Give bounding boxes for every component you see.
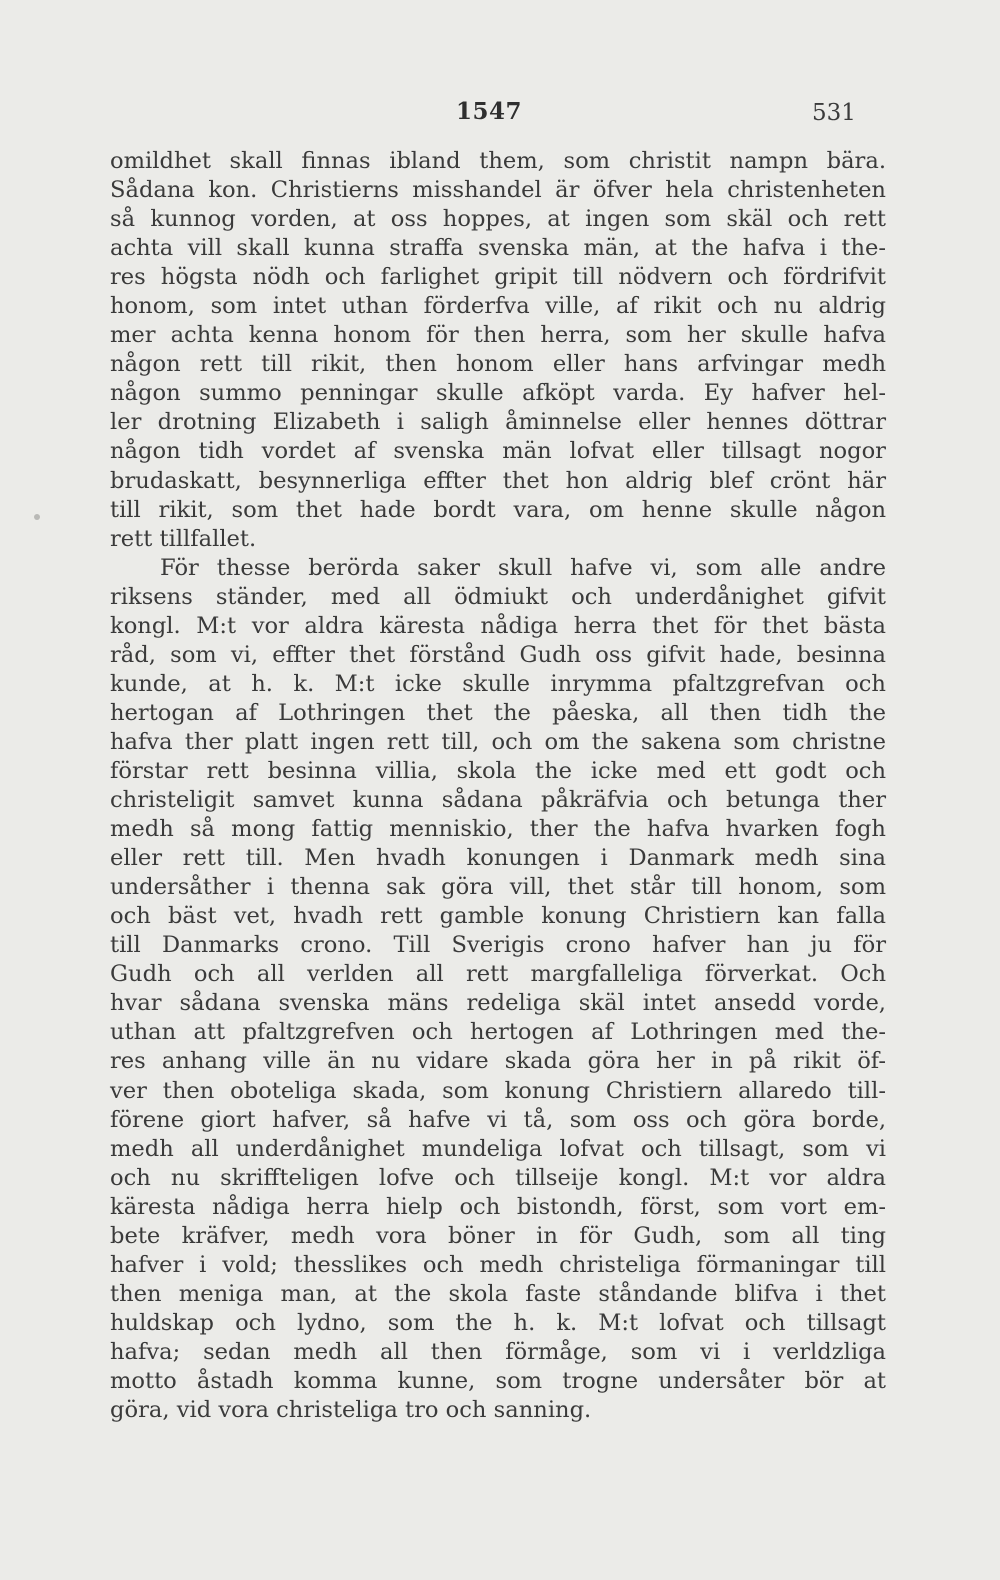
text-line: kongl. M:t vor aldra käresta nådiga herra thet för thet bästa — [110, 612, 886, 639]
text-line: huldskap och lydno, som the h. k. M:t lofvat och tillsagt — [110, 1309, 886, 1336]
text-line: någon summo penningar skulle afköpt varda. Ey hafver hel- — [110, 380, 886, 407]
text-line: then meniga man, at the skola faste ståndande blifva i thet — [110, 1280, 886, 1307]
text-line: till Danmarks crono. Till Sverigis crono hafver han ju för — [110, 932, 886, 959]
text-line: till rikit, som thet hade bordt vara, om henne skulle någon — [110, 496, 886, 523]
text-line: råd, som vi, effter thet förstånd Gudh oss gifvit hade, besinna — [110, 641, 886, 668]
text-line: hafva ther platt ingen rett till, och om the sakena som christne — [110, 728, 886, 755]
body-text — [110, 147, 886, 1425]
text-line: bete kräfver, medh vora böner in för Gudh, som all ting — [110, 1222, 886, 1249]
text-line: hvar sådana svenska mäns redeliga skäl intet ansedd vorde, — [110, 990, 886, 1017]
page-number: 531 — [812, 100, 856, 126]
text-line: brudaskatt, besynnerliga effter thet hon aldrig blef crönt här — [110, 467, 886, 494]
text-line: eller rett till. Men hvadh konungen i Danmark medh sina — [110, 845, 886, 872]
text-line: medh så mong fattig menniskio, ther the hafva hvarken fogh — [110, 816, 886, 843]
running-head-year: 1547 — [456, 98, 523, 125]
text-line: res anhang ville än nu vidare skada göra her in på rikit öf- — [110, 1048, 886, 1075]
text-line: res högsta nödh och farlighet gripit till nödvern och fördrifvit — [110, 264, 886, 291]
text-line: hertogan af Lothringen thet the påeska, all then tidh the — [110, 699, 886, 726]
text-line: ler drotning Elizabeth i saligh åminnelse eller hennes döttrar — [110, 409, 886, 436]
text-line: motto åstadh komma kunne, som trogne undersåter bör at — [110, 1367, 886, 1394]
text-line: så kunnog vorden, at oss hoppes, at ingen som skäl och rett — [110, 206, 886, 233]
text-line: och nu skriffteligen lofve och tillseije kongl. M:t vor aldra — [110, 1164, 886, 1191]
text-line: achta vill skall kunna straffa svenska män, at the hafva i the- — [110, 235, 886, 262]
paragraph-start-line: För thesse berörda saker skull hafve vi, som alle andre — [160, 554, 886, 581]
text-line: uthan att pfaltzgrefven och hertogen af Lothringen med the- — [110, 1019, 886, 1046]
text-line: kunde, at h. k. M:t icke skulle inrymma pfaltzgrefvan och — [110, 670, 886, 697]
text-line: göra, vid vora christeliga tro och sanning. — [110, 1397, 592, 1424]
text-line: honom, som intet uthan förderfva ville, af rikit och nu aldrig — [110, 293, 886, 320]
text-line: hafver i vold; thesslikes och medh christeliga förmaningar till — [110, 1251, 886, 1278]
text-line: någon rett till rikit, then honom eller hans arfvingar medh — [110, 351, 886, 378]
text-line: medh all underdånighet mundeliga lofvat och tillsagt, som vi — [110, 1135, 886, 1162]
text-line: Sådana kon. Christierns misshandel är öfver hela christenheten — [110, 177, 886, 204]
text-line: ver then oboteliga skada, som konung Christiern allaredo till- — [110, 1077, 886, 1104]
text-line: undersåther i thenna sak göra vill, thet står till honom, som — [110, 874, 886, 901]
text-line: förstar rett besinna villia, skola the icke med ett godt och — [110, 757, 886, 784]
page-header — [0, 98, 1000, 138]
text-line: Gudh och all verlden all rett margfalleliga förverkat. Och — [110, 961, 886, 988]
text-line: käresta nådiga herra hielp och bistondh, först, som vort em- — [110, 1193, 886, 1220]
text-line: riksens ständer, med all ödmiukt och underdånighet gifvit — [110, 583, 886, 610]
text-line: någon tidh vordet af svenska män lofvat eller tillsagt nogor — [110, 438, 886, 465]
text-line: omildhet skall finnas ibland them, som christit nampn bära. — [110, 148, 886, 174]
text-line: förene giort hafver, så hafve vi tå, som oss och göra borde, — [110, 1106, 886, 1133]
text-line: och bäst vet, hvadh rett gamble konung Christiern kan falla — [110, 903, 886, 930]
text-line: hafva; sedan medh all then förmåge, som vi i verldzliga — [110, 1338, 886, 1365]
margin-mark — [34, 514, 40, 520]
text-line: rett tillfallet. — [110, 525, 257, 552]
text-line: mer achta kenna honom för then herra, som her skulle hafva — [110, 322, 886, 349]
text-line: christeligit samvet kunna sådana påkräfvia och betunga ther — [110, 787, 886, 814]
